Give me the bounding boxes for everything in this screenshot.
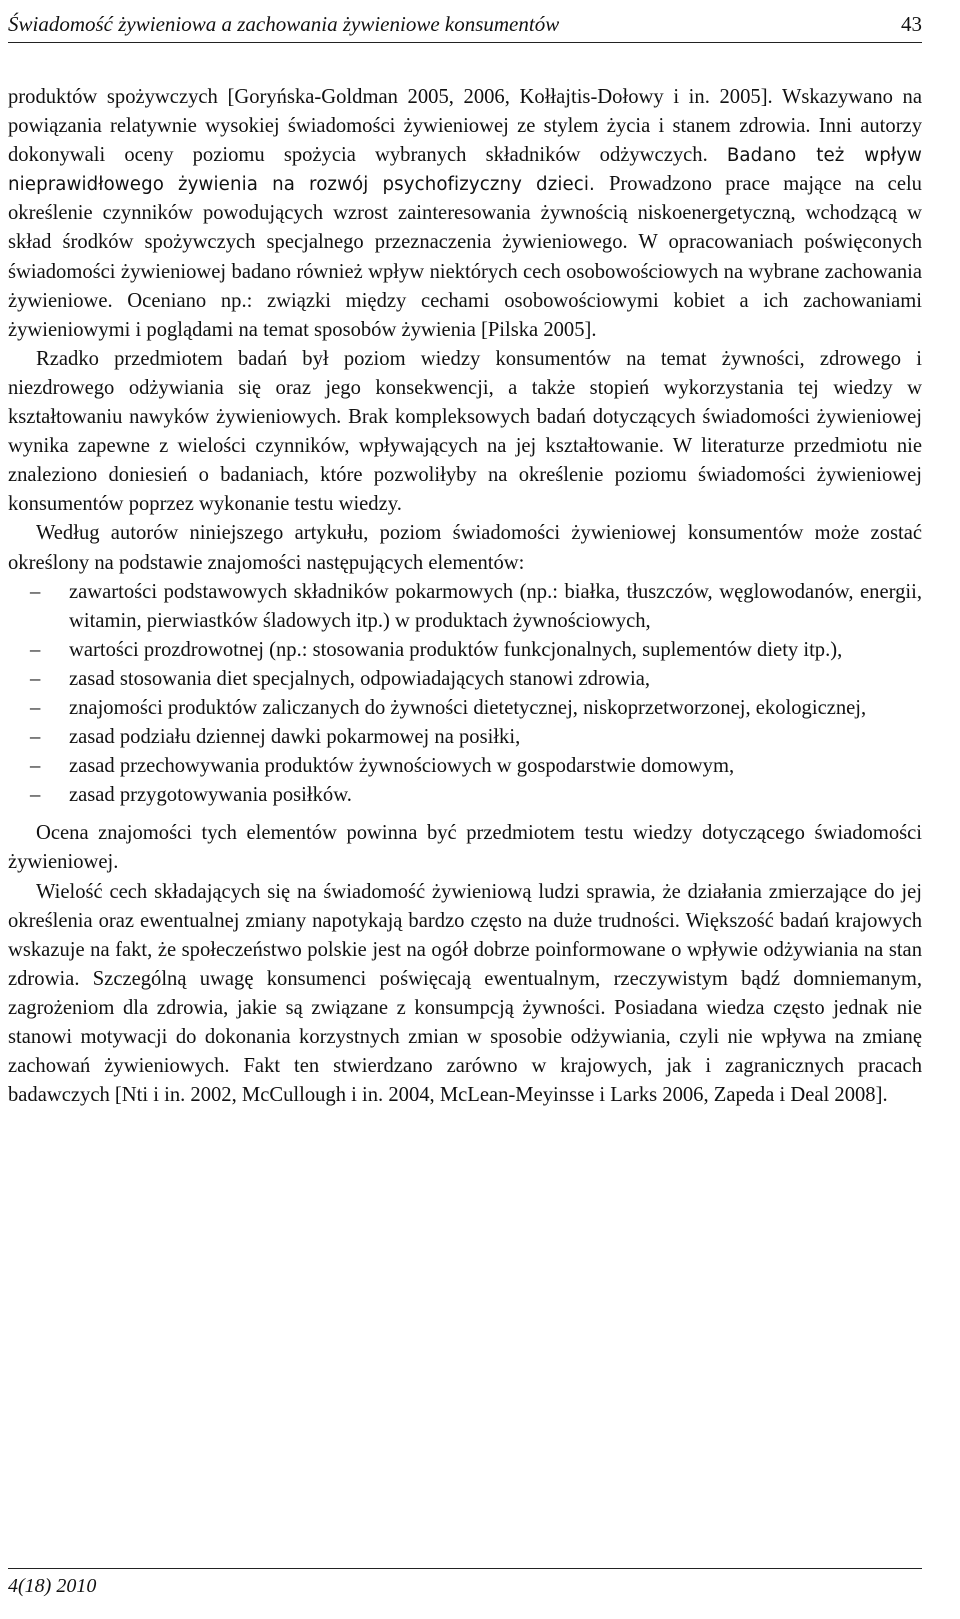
paragraph-1-part-c: Prowadzono prace mające na celu określenie czynników powodujących wzrost zainteresowania żywnością niskoenergetyczną, wchodzącą w skład środków spożywczych specjalnego przeznaczenia żywieniowego. W opracowaniach poświęconych świadomości żywieniowej badano również wpływ niektórych cech osobowościowych na wybrane zachowania żywieniowe. Oceniano np.: związki między cechami osobowościowymi kobiet a ich zachowaniami żywieniowymi i poglądami na temat sposobów żywienia [Pilska 2005].	[8, 173, 922, 341]
paragraph-4: Ocena znajomości tych elementów powinna być przedmiotem testu wiedzy dotyczącego świadomości żywieniowej.	[8, 822, 922, 874]
issue-number: 4(18) 2010	[8, 1575, 97, 1597]
list-dash: –	[30, 726, 41, 749]
paragraph-3: Według autorów niniejszego artykułu, poziom świadomości żywieniowej konsumentów może zostać określony na podstawie znajomości następujących elementów:	[8, 522, 922, 574]
list-item	[8, 578, 922, 636]
knowledge-elements-list	[8, 578, 922, 811]
page-number: 43	[901, 11, 922, 36]
list-item	[8, 752, 922, 781]
list-item-text: wartości prozdrowotnej (np.: stosowania produktów funkcjonalnych, suplementów diety itp.),	[69, 638, 843, 661]
list-item-text: zasad stosowania diet specjalnych, odpowiadających stanowi zdrowia,	[69, 667, 651, 690]
article-body	[8, 83, 922, 1110]
running-title: Świadomość żywieniowa a zachowania żywieniowe konsumentów	[8, 11, 560, 36]
list-dash: –	[30, 638, 41, 661]
list-item-text: zawartości podstawowych składników pokarmowych (np.: białka, tłuszczów, węglowodanów, energii, witamin, pierwiastków śladowych itp.) w produktach żywnościowych,	[69, 580, 922, 632]
paragraph-2: Rzadko przedmiotem badań był poziom wiedzy konsumentów na temat żywności, zdrowego i niezdrowego odżywiania się oraz jego konsekwencji, a także stopień wykorzystania tej wiedzy w kształtowaniu nawyków żywieniowych. Brak kompleksowych badań dotyczących świadomości żywieniowej wynika zapewne z wielości czynników, wpływających na jej kształtowanie. W literaturze przedmiotu nie znaleziono doniesień o badaniach, które pozwoliłyby na określenie poziomu świadomości żywieniowej konsumentów poprzez wykonanie testu wiedzy.	[8, 347, 922, 516]
paragraph-1	[8, 83, 922, 345]
page-footer	[8, 1568, 922, 1598]
list-item	[8, 723, 922, 752]
list-item	[8, 636, 922, 665]
list-item	[8, 665, 922, 694]
page-header	[8, 6, 922, 43]
list-item-text: zasad przygotowywania posiłków.	[69, 784, 352, 807]
list-dash: –	[30, 667, 41, 690]
list-item-text: znajomości produktów zaliczanych do żywności dietetycznej, niskoprzetworzonej, ekologicznej,	[69, 696, 867, 719]
list-dash: –	[30, 784, 41, 807]
list-item-text: zasad podziału dziennej dawki pokarmowej na posiłki,	[69, 726, 521, 749]
list-item	[8, 694, 922, 723]
list-item	[8, 781, 922, 810]
list-dash: –	[30, 755, 41, 778]
list-dash: –	[30, 696, 41, 719]
paragraph-5: Wielość cech składających się na świadomość żywieniową ludzi sprawia, że działania zmierzające do jej określenia oraz ewentualnej zmiany napotykają bardzo często na duże trudności. Większość badań krajowych wskazuje na fakt, że społeczeństwo polskie jest na ogół dobrze poinformowane o wpływie odżywiania na stan zdrowia. Szczególną uwagę konsumenci poświęcają ewentualnym, rzeczywistym bądź domniemanym, zagrożeniom dla zdrowia, jakie są związane z konsumpcją żywności. Posiadana wiedza często jednak nie stanowi motywacji do dokonania korzystnych zmian w sposobie odżywiania, czyli nie wpływa na zmianę zachowań żywieniowych. Fakt ten stwierdzano zarówno w krajowych, jak i zagranicznych pracach badawczych [Nti i in. 2002, McCullough i in. 2004, McLean-Meyinsse i Larks 2006, Zapeda i Deal 2008].	[8, 880, 922, 1107]
paragraph-1-part-b: Badano też wpływ nieprawidłowego żywienia na rozwój psychofizyczny dzieci.	[8, 145, 922, 196]
paragraph-1-part-a: produktów spożywczych [Goryńska-Goldman 2005, 2006, Kołłajtis-Dołowy i in. 2005]. Wskazywano na powiązania relatywnie wysokiej świadomości żywieniowej ze stylem życia i stanem zdrowia. Inni autorzy dokonywali oceny poziomu spożycia wybranych składników odżywczych.	[8, 86, 922, 167]
list-dash: –	[30, 580, 41, 603]
list-item-text: zasad przechowywania produktów żywnościowych w gospodarstwie domowym,	[69, 755, 735, 778]
